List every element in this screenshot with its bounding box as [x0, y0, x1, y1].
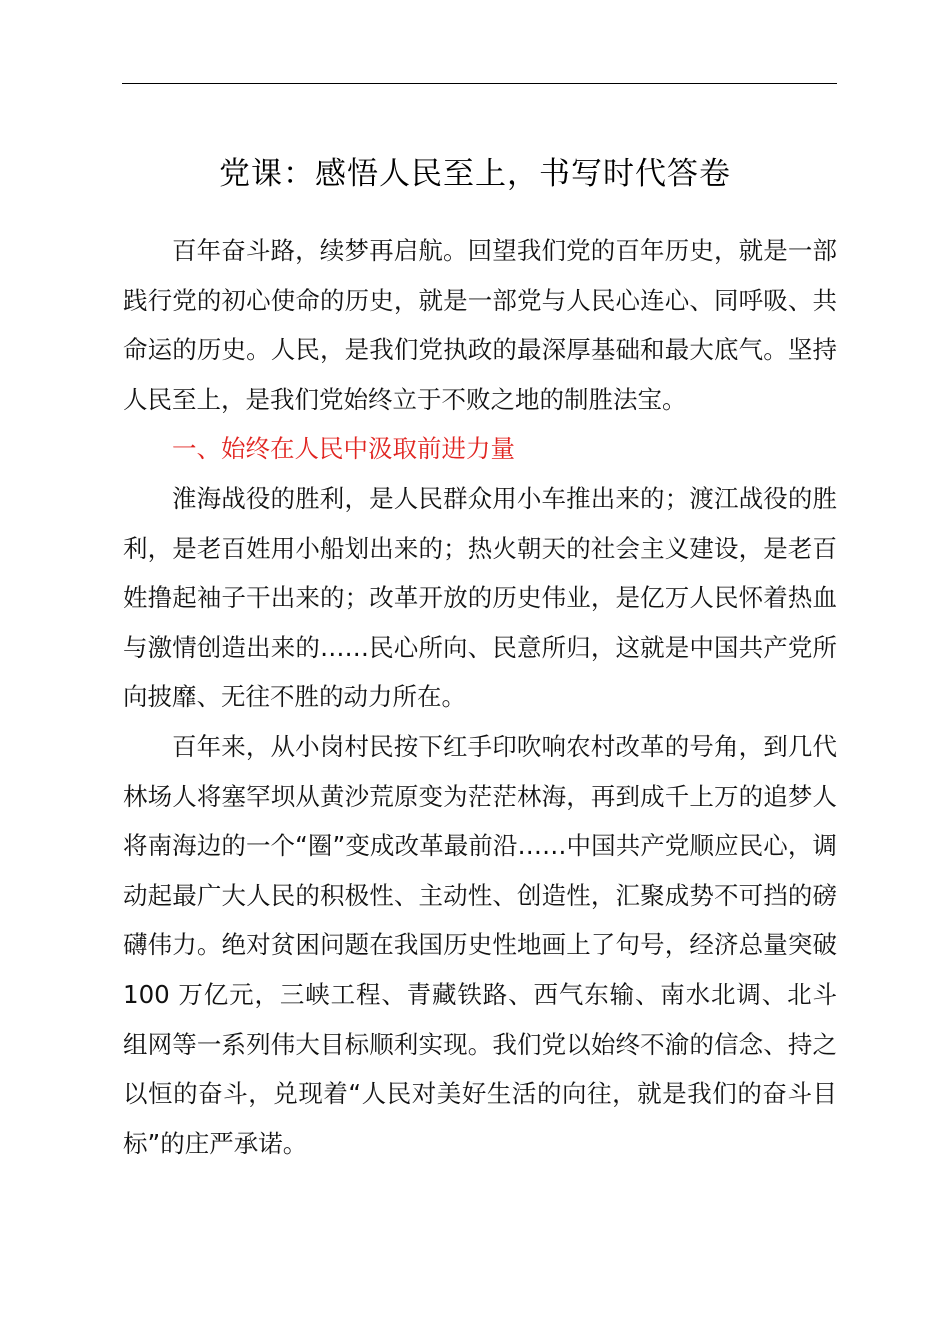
body-paragraph-1: 淮海战役的胜利，是人民群众用小车推出来的；渡江战役的胜利，是老百姓用小船划出来的；热火朝天的社会主义建设，是老百姓撸起袖子干出来的；改革开放的历史伟业，是亿万人民怀着热血与激情创造出来的……民心所向、民意所归，这就是中国共产党所向披靡、无往不胜的动力所在。: [123, 483, 837, 712]
header-rule: [122, 83, 837, 84]
section-heading-1: 一、始终在人民中汲取前进力量: [172, 434, 515, 464]
document-body: [123, 226, 837, 1168]
intro-paragraph: 百年奋斗路，续梦再启航。回望我们党的百年历史，就是一部践行党的初心使命的历史，就是一部党与人民心连心、同呼吸、共命运的历史。人民，是我们党执政的最深厚基础和最大底气。坚持人民至上，是我们党始终立于不败之地的制胜法宝。: [123, 236, 837, 414]
document-title: 党课：感悟人民至上，书写时代答卷: [219, 156, 731, 192]
body-paragraph-2: 百年来，从小岗村民按下红手印吹响农村改革的号角，到几代林场人将塞罕坝从黄沙荒原变为茫茫林海，再到成千上万的追梦人将南海边的一个“圈”变成改革最前沿……中国共产党顺应民心，调动起最广大人民的积极性、主动性、创造性，汇聚成势不可挡的磅礴伟力。绝对贫困问题在我国历史性地画上了句号，经济总量突破 100 万亿元，三峡工程、青藏铁路、西气东输、南水北调、北斗组网等一系列伟大目标顺利实现。我们党以始终不渝的信念、持之以恒的奋斗，兑现着“人民对美好生活的向往，就是我们的奋斗目标”的庄严承诺。: [123, 731, 837, 1158]
